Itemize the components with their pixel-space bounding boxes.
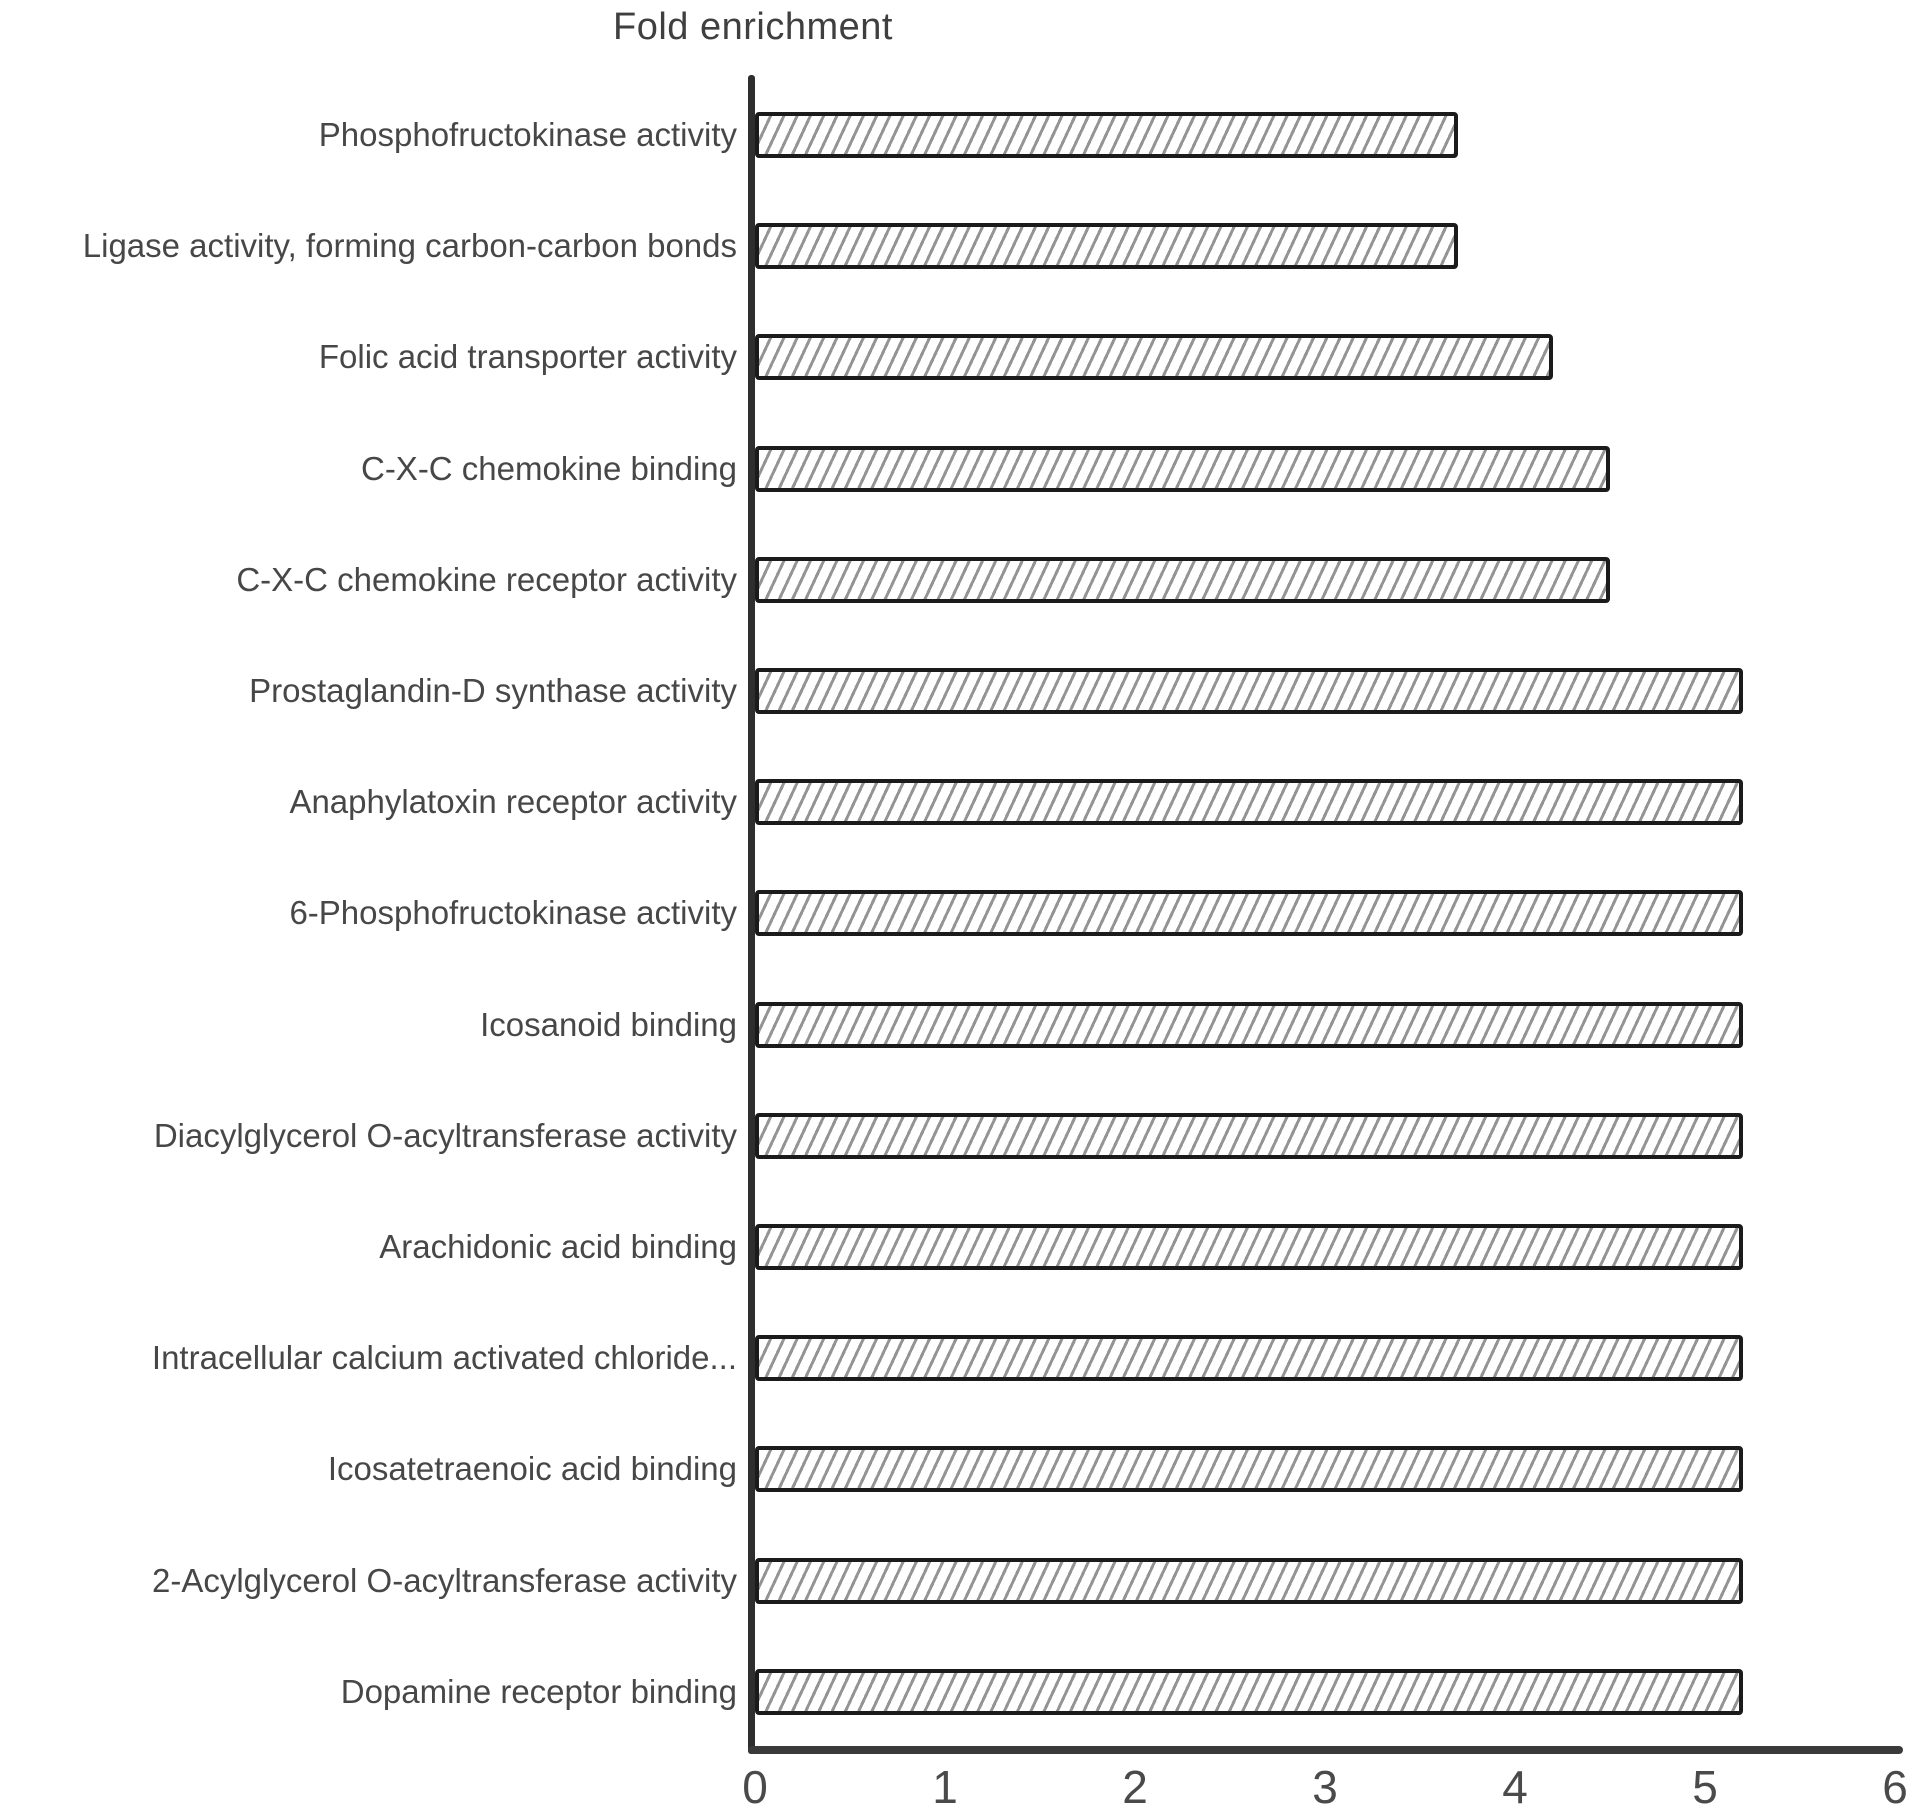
bar <box>755 779 1743 825</box>
bar <box>755 1446 1743 1492</box>
bar <box>755 1558 1743 1604</box>
chart-title: Fold enrichment <box>613 6 893 48</box>
category-label: Icosatetraenoic acid binding <box>327 1450 737 1488</box>
bar <box>755 668 1743 714</box>
category-label: Arachidonic acid binding <box>379 1228 737 1265</box>
category-label: C-X-C chemokine binding <box>360 449 737 487</box>
category-label: C-X-C chemokine receptor activity <box>236 560 737 598</box>
category-label: Diacylglycerol O-acyltransferase activity <box>153 1116 737 1154</box>
y-axis-line <box>748 75 755 1754</box>
bar <box>755 1113 1743 1159</box>
category-label: Dopamine receptor binding <box>340 1672 737 1710</box>
category-label: Prostaglandin-D synthase activity <box>249 672 737 709</box>
bar <box>755 1224 1743 1270</box>
bar <box>755 1002 1743 1048</box>
x-tick-label: 5 <box>1692 1761 1718 1813</box>
x-tick-label: 1 <box>932 1761 958 1813</box>
x-tick-label: 2 <box>1122 1761 1148 1813</box>
category-label: 6-Phosphofructokinase activity <box>289 894 737 932</box>
x-tick-label: 3 <box>1312 1761 1338 1813</box>
bar <box>755 112 1458 158</box>
bar <box>755 223 1458 269</box>
bar <box>755 446 1610 492</box>
bar <box>755 1335 1743 1381</box>
x-tick-label: 6 <box>1882 1761 1908 1813</box>
x-tick-label: 0 <box>742 1761 768 1813</box>
category-label: Icosanoid binding <box>480 1005 737 1043</box>
bar <box>755 557 1610 603</box>
bar <box>755 890 1743 936</box>
x-tick-label: 4 <box>1502 1761 1528 1813</box>
category-label: 2-Acylglycerol O-acyltransferase activity <box>151 1561 737 1599</box>
category-label: Phosphofructokinase activity <box>318 116 737 153</box>
category-label: Folic acid transporter activity <box>318 338 737 376</box>
bar <box>755 334 1553 380</box>
bar <box>755 1669 1743 1715</box>
x-axis-line <box>748 1746 1903 1754</box>
category-label: Anaphylatoxin receptor activity <box>289 783 737 821</box>
category-label: Intracellular calcium activated chloride... <box>151 1339 737 1377</box>
category-label: Ligase activity, forming carbon-carbon bonds <box>82 227 737 265</box>
